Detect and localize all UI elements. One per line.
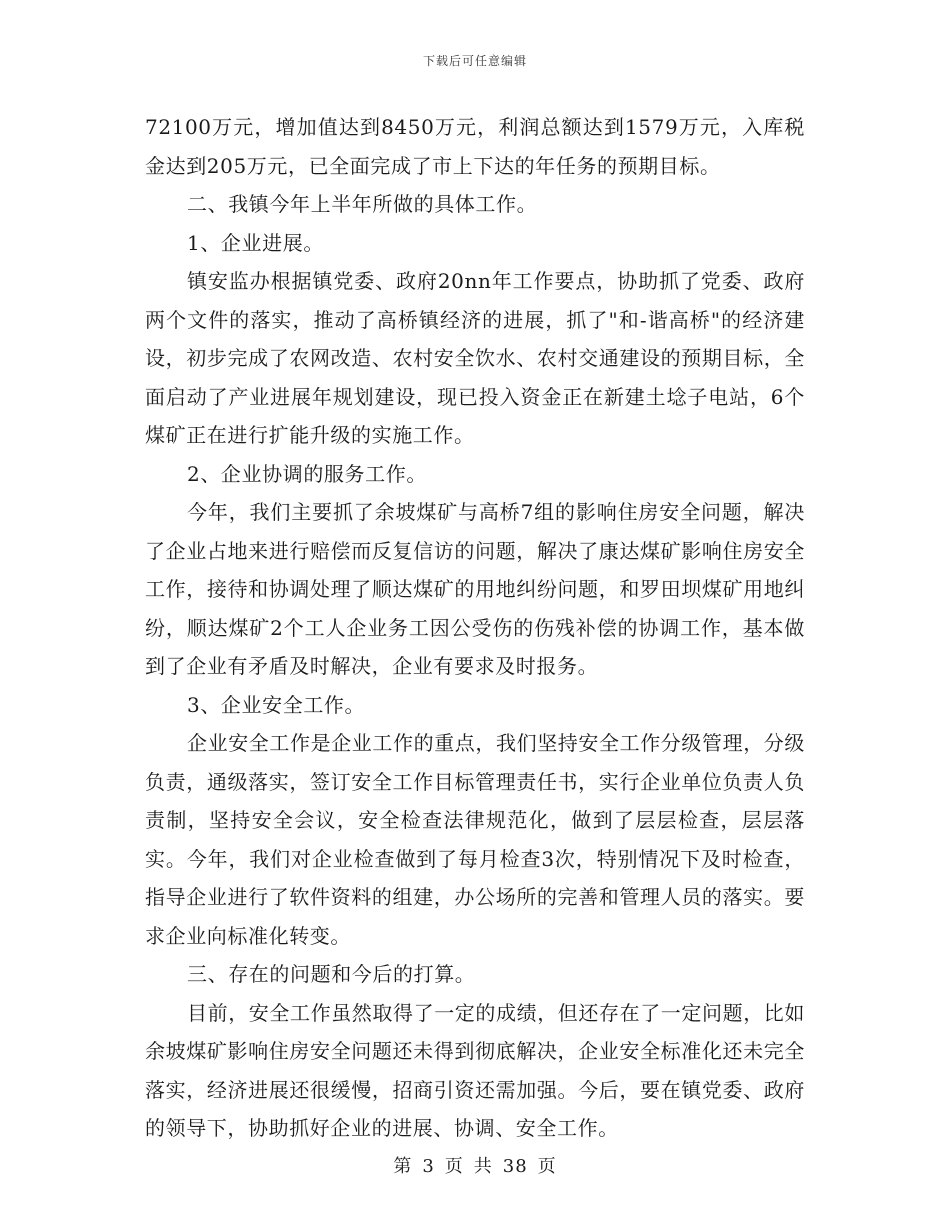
paragraph-6: 今年，我们主要抓了余坡煤矿与高桥7组的影响住房安全问题，解决了企业占地来进行赔偿而反复信访的问题，解决了康达煤矿影响住房安全工作，接待和协调处理了顺达煤矿的用地纠纷问题，和罗田坝煤矿用地纠纷，顺达煤矿2个工人企业务工因公受伤的伤残补偿的协调工作，基本做到了企业有矛盾及时解决，企业有要求及时报务。	[145, 500, 805, 678]
section-heading-3: 三、存在的问题和今后的打算。	[187, 962, 476, 986]
page-header: 下载后可任意编辑	[422, 54, 527, 68]
footer-gong: 共	[473, 1156, 493, 1177]
current-page-number: 3	[422, 1156, 435, 1177]
paragraph-8: 企业安全工作是企业工作的重点，我们坚持安全工作分级管理，分级负责，通级落实，签订安全工作目标管理责任书，实行企业单位负责人负责制，坚持安全会议，安全检查法律规范化，做到了层层检查，层层落实。今年，我们对企业检查做到了每月检查3次，特别情况下及时检查，指导企业进行了软件资料的组建，办公场所的完善和管理人员的落实。要求企业向标准化转变。	[145, 731, 805, 948]
paragraph-4: 镇安监办根据镇党委、政府20nn年工作要点，协助抓了党委、政府两个文件的落实，推动了高桥镇经济的进展，抓了"和-谐高桥"的经济建设，初步完成了农网改造、农村安全饮水、农村交通建设的预期目标，全面启动了产业进展年规划建设，现已投入资金正在新建土埝子电站，6个煤矿正在进行扩能升级的实施工作。	[145, 269, 805, 447]
total-page-count: 38	[502, 1156, 528, 1177]
document-body	[145, 108, 805, 1148]
section-heading-2: 二、我镇今年上半年所做的具体工作。	[187, 192, 538, 216]
subheading-2: 2、企业协调的服务工作。	[187, 461, 427, 486]
page-footer	[0, 1152, 950, 1178]
footer-ye: 页	[444, 1156, 464, 1177]
footer-ye2: 页	[537, 1156, 557, 1177]
subheading-1: 1、企业进展。	[187, 230, 324, 255]
footer-di: 第	[393, 1156, 413, 1177]
paragraph-1: 72100万元，增加值达到8450万元，利润总额达到1579万元，入库税金达到205万元，已全面完成了市上下达的年任务的预期目标。	[145, 115, 805, 178]
paragraph-10: 目前，安全工作虽然取得了一定的成绩，但还存在了一定问题，比如余坡煤矿影响住房安全问题还未得到彻底解决，企业安全标准化还未完全落实，经济进展还很缓慢，招商引资还需加强。今后，要在镇党委、政府的领导下，协助抓好企业的进展、协调、安全工作。	[145, 1000, 805, 1140]
subheading-3: 3、企业安全工作。	[187, 692, 366, 717]
